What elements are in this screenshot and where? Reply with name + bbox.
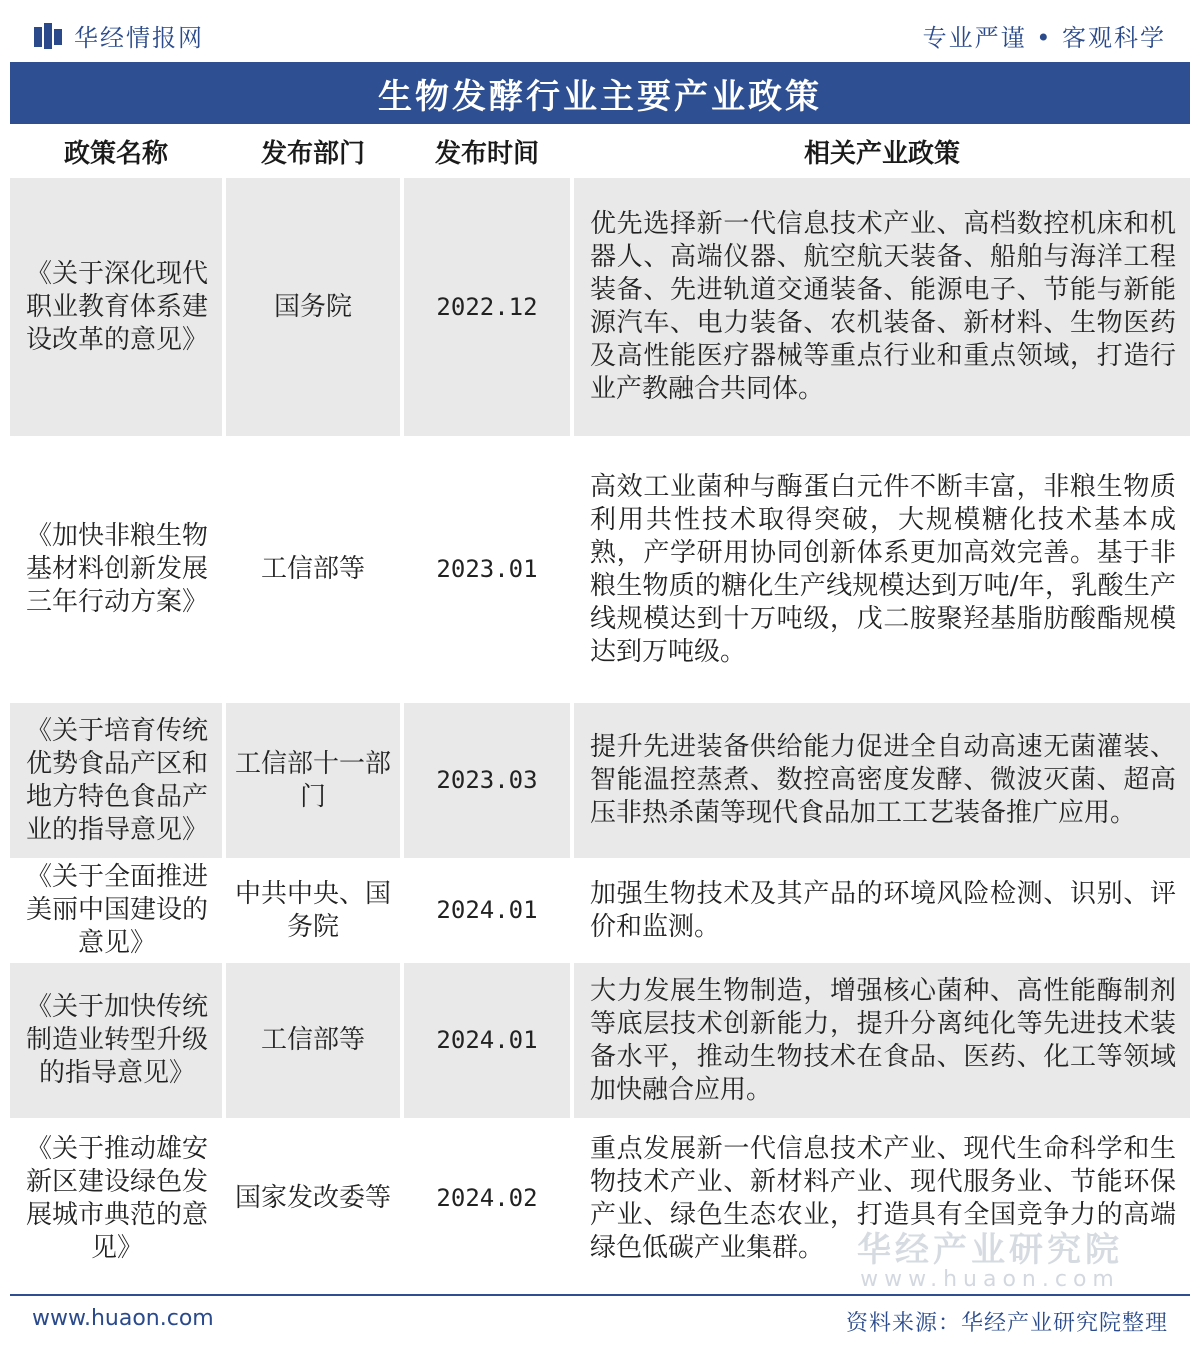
policy-content: 大力发展生物制造，增强核心菌种、高性能酶制剂等底层技术创新能力，提升分离纯化等先进技术装备水平，推动生物技术在食品、医药、化工等领域加快融合应用。 [574,963,1190,1118]
policy-content: 加强生物技术及其产品的环境风险检测、识别、评价和监测。 [574,861,1190,960]
policy-content: 重点发展新一代信息技术产业、现代生命科学和生物技术产业、新材料产业、现代服务业、节能环保产业、绿色生态农业，打造具有全国竞争力的高端绿色低碳产业集群。 [574,1121,1190,1276]
policy-dept: 工信部等 [226,963,400,1118]
table-row [10,858,1190,960]
policy-dept: 国务院 [226,178,400,436]
watermark-cn: 华经产业研究院 [857,1230,1123,1270]
policy-date: 2024.02 [404,1121,570,1276]
title-banner [10,62,1190,124]
policy-dept: 工信部十一部门 [226,703,400,858]
policy-date: 2024.01 [404,861,570,960]
brand-logo[interactable] [34,18,204,53]
policy-table [10,178,1190,1276]
footer-site-link[interactable]: www.huaon.com [32,1306,214,1331]
policy-content: 优先选择新一代信息技术产业、高档数控机床和机器人、高端仪器、航空航天装备、船舶与海洋工程装备、先进轨道交通装备、能源电子、节能与新能源汽车、电力装备、农机装备、新材料、生物医药及高性能医疗器械等重点行业和重点领域，打造行业产教融合共同体。 [574,178,1190,436]
policy-content: 高效工业菌种与酶蛋白元件不断丰富，非粮生物质利用共性技术取得突破，大规模糖化技术基本成熟，产学研用协同创新体系更加高效完善。基于非粮生物质的糖化生产线规模达到万吨/年，乳酸生产线规模达到十万吨级，戊二胺聚羟基脂肪酸酯规模达到万吨级。 [574,439,1190,700]
top-bar [0,0,1200,62]
table-row [10,1118,1190,1276]
table-row [10,178,1190,436]
table-header [10,124,1190,178]
column-header-name: 政策名称 [63,138,168,169]
page-title: 生物发酵行业主要产业政策 [378,76,822,117]
footer-source: 资料来源：华经产业研究院整理 [845,1311,1168,1336]
policy-name: 《关于推动雄安新区建设绿色发展城市典范的意见》 [10,1121,222,1276]
policy-name: 《加快非粮生物基材料创新发展三年行动方案》 [10,439,222,700]
policy-date: 2022.12 [404,178,570,436]
policy-name: 《关于全面推进美丽中国建设的意见》 [10,861,222,960]
table-row [10,700,1190,858]
footer [10,1294,1190,1346]
policy-content: 提升先进装备供给能力促进全自动高速无菌灌装、智能温控蒸煮、数控高密度发酵、微波灭菌、超高压非热杀菌等现代食品加工工艺装备推广应用。 [574,703,1190,858]
policy-name: 《关于深化现代职业教育体系建设改革的意见》 [10,178,222,436]
brand-name: 华经情报网 [74,24,204,52]
policy-date: 2024.01 [404,963,570,1118]
policy-date: 2023.03 [404,703,570,858]
policy-name: 《关于加快传统制造业转型升级的指导意见》 [10,963,222,1118]
policy-date: 2023.01 [404,439,570,700]
column-header-policy: 相关产业政策 [803,138,960,169]
policy-dept: 工信部等 [226,439,400,700]
column-header-date: 发布时间 [434,138,539,169]
watermark-en: www.huaon.com [860,1267,1120,1292]
policy-dept: 国家发改委等 [226,1121,400,1276]
brand-logo-icon [34,23,64,49]
table-row [10,436,1190,700]
policy-dept: 中共中央、国务院 [226,861,400,960]
policy-name: 《关于培育传统优势食品产区和地方特色食品产业的指导意见》 [10,703,222,858]
slogan: 专业严谨 • 客观科学 [922,24,1166,52]
column-header-dept: 发布部门 [260,138,365,169]
table-row [10,960,1190,1118]
